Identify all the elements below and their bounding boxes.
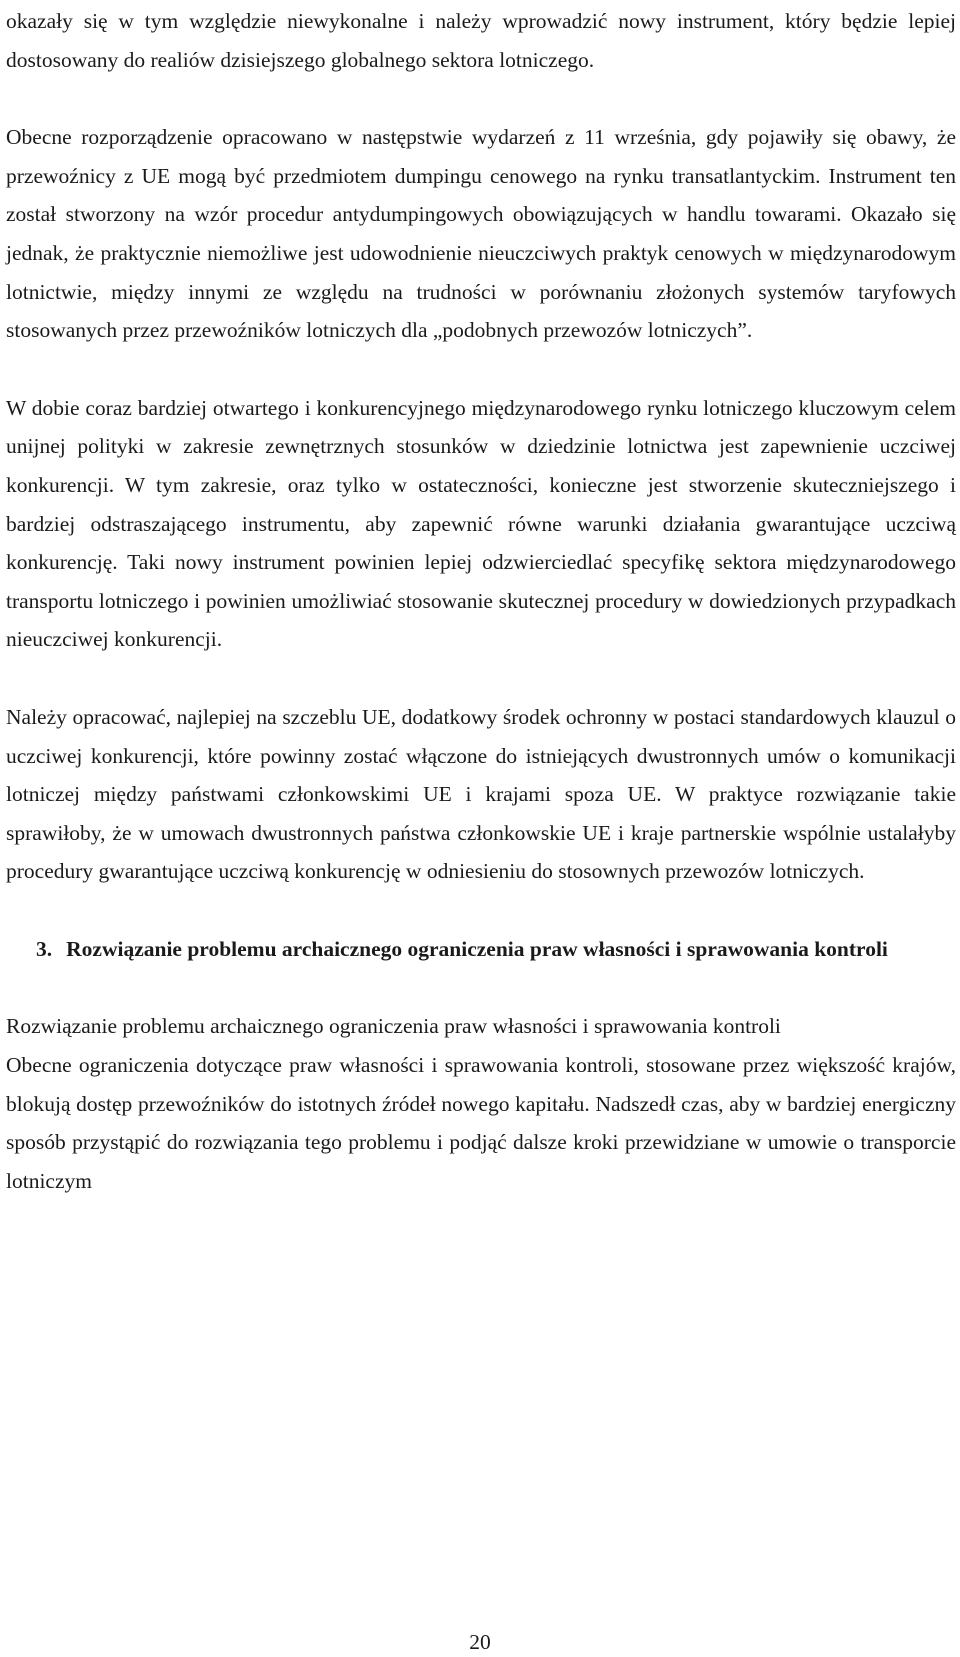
section-heading — [6, 930, 956, 969]
paragraph-gap — [6, 79, 956, 118]
paragraph-gap — [6, 659, 956, 698]
paragraph: W dobie coraz bardziej otwartego i konkurencyjnego międzynarodowego rynku lotniczego kluczowym celem unijnej polityki w zakresie zewnętrznych stosunków w dziedzinie lotnictwa jest zapewnienie uczciwej konkurencji. W tym zakresie, oraz tylko w ostateczności, konieczne jest stworzenie skuteczniejszego i bardziej odstraszającego instrumentu, aby zapewnić równe warunki działania gwarantujące uczciwą konkurencję. Taki nowy instrument powinien lepiej odzwierciedlać specyfikę sektora międzynarodowego transportu lotniczego i powinien umożliwiać stosowanie skutecznej procedury w dowiedzionych przypadkach nieuczciwej konkurencji. — [6, 395, 956, 652]
document-body — [6, 0, 956, 1200]
paragraph: Obecne ograniczenia dotyczące praw własności i sprawowania kontroli, stosowane przez większość krajów, blokują dostęp przewoźników do istotnych źródeł nowego kapitału. Nadszedł czas, aby w bardziej energiczny sposób przystąpić do rozwiązania tego problemu i podjąć dalsze kroki przewidziane w umowie o transporcie lotniczym — [6, 1053, 956, 1193]
page-number: 20 — [469, 1630, 491, 1654]
section-number: 3. — [36, 936, 53, 961]
paragraph-gap — [6, 891, 956, 930]
paragraph: Rozwiązanie problemu archaicznego ograniczenia praw własności i sprawowania kontroli — [6, 1014, 781, 1039]
paragraph: Należy opracować, najlepiej na szczeblu UE, dodatkowy środek ochronny w postaci standardowych klauzul o uczciwej konkurencji, które powinny zostać włączone do istniejących dwustronnych umów o komunikacji lotniczej między państwami członkowskimi UE i krajami spoza UE. W praktyce rozwiązanie takie sprawiłoby, że w umowach dwustronnych państwa członkowskie UE i kraje partnerskie wspólnie ustalałyby procedury gwarantujące uczciwą konkurencję w odniesieniu do stosownych przewozów lotniczych. — [6, 704, 956, 884]
paragraph: okazały się w tym względzie niewykonalne i należy wprowadzić nowy instrument, który będzie lepiej dostosowany do realiów dzisiejszego globalnego sektora lotniczego. — [6, 9, 956, 72]
paragraph: Obecne rozporządzenie opracowano w następstwie wydarzeń z 11 września, gdy pojawiły się obawy, że przewoźnicy z UE mogą być przedmiotem dumpingu cenowego na rynku transatlantyckim. Instrument ten został stworzony na wzór procedur antydumpingowych obowiązujących w handlu towarami. Okazało się jednak, że praktycznie niemożliwe jest udowodnienie nieuczciwych praktyk cenowych w międzynarodowym lotnictwie, między innymi ze względu na trudności w porównaniu złożonych systemów taryfowych stosowanych przez przewoźników lotniczych dla „podobnych przewozów lotniczych”. — [6, 125, 956, 343]
paragraph-gap — [6, 968, 956, 1007]
paragraph-gap — [6, 350, 956, 389]
section-title: Rozwiązanie problemu archaicznego ograniczenia praw własności i sprawowania kontroli — [66, 936, 888, 961]
